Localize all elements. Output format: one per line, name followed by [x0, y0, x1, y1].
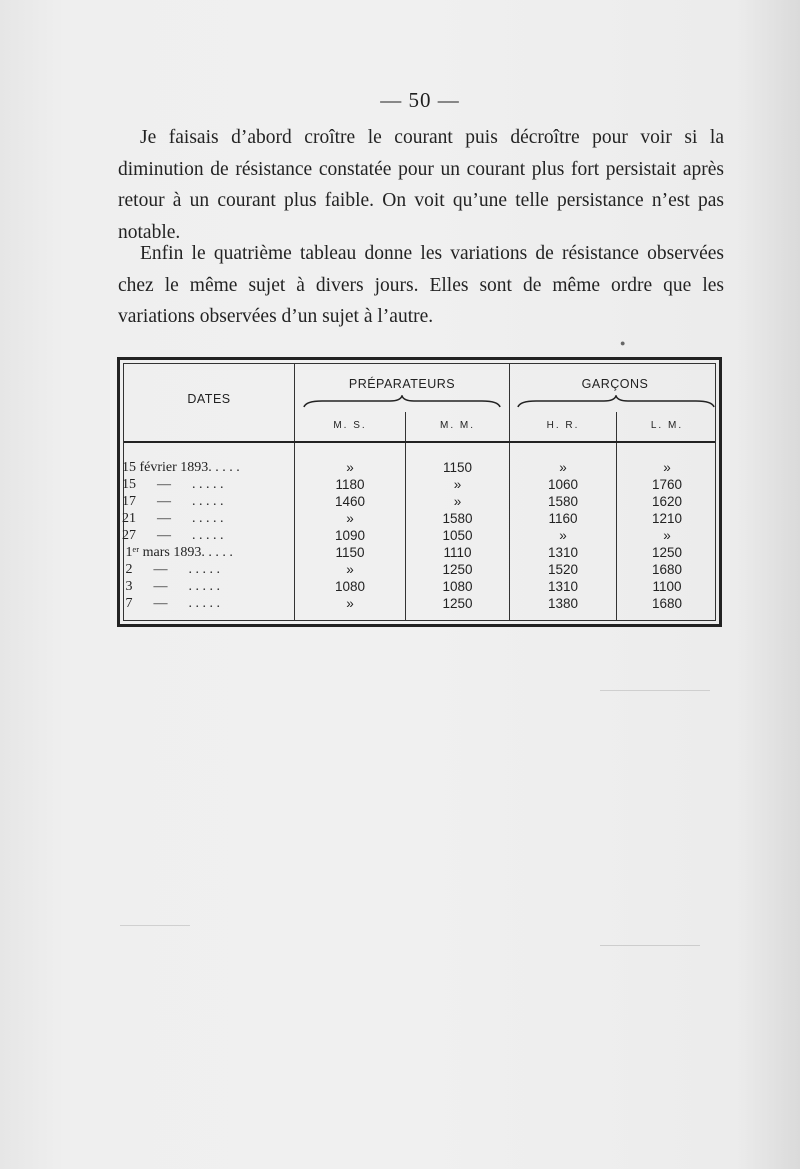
- value-cell: 1250: [442, 562, 473, 577]
- value-cell: 1580: [442, 511, 473, 526]
- paragraph-1: [118, 122, 724, 248]
- value-cell: 1460: [334, 494, 366, 509]
- value-cell: 1180: [335, 477, 365, 492]
- table-row: [124, 460, 715, 476]
- subheader-ms: M. S.: [333, 420, 367, 431]
- value-cell: »: [663, 460, 671, 475]
- date-cell: 2 — . . . . .: [122, 562, 220, 577]
- value-cell: 1150: [442, 460, 473, 475]
- table-row: [124, 477, 715, 493]
- header-rule: [124, 441, 715, 443]
- value-cell: »: [346, 596, 354, 611]
- date-cell: 17 — . . . . .: [122, 494, 224, 509]
- value-cell: 1310: [547, 579, 579, 594]
- date-cell: 3 — . . . . .: [122, 579, 220, 594]
- table-row: [124, 562, 715, 578]
- value-cell: 1250: [651, 545, 683, 560]
- value-cell: 1310: [547, 545, 579, 560]
- table-row: [124, 511, 715, 527]
- date-cell: 27 — . . . . .: [122, 528, 224, 543]
- value-cell: »: [346, 511, 354, 526]
- value-cell: »: [453, 477, 462, 492]
- show-through-rule: [600, 945, 700, 946]
- value-cell: 1150: [335, 545, 365, 560]
- date-cell: 15 février 1893. . . . .: [122, 460, 240, 475]
- table-row: [124, 494, 715, 510]
- value-cell: 1100: [652, 579, 682, 594]
- value-cell: 1080: [334, 579, 366, 594]
- header-dates: DATES: [187, 392, 231, 406]
- value-cell: »: [346, 460, 354, 475]
- value-cell: 1680: [651, 562, 683, 577]
- date-cell: 21 — . . . . .: [122, 511, 224, 526]
- value-cell: »: [559, 528, 567, 543]
- value-cell: 1160: [548, 511, 578, 526]
- value-cell: 1620: [651, 494, 683, 509]
- date-cell: 15 — . . . . .: [122, 477, 224, 492]
- value-cell: »: [346, 562, 354, 577]
- print-speck: ●: [620, 338, 626, 348]
- value-cell: 1210: [651, 511, 683, 526]
- value-cell: 1520: [547, 562, 579, 577]
- data-table: [117, 357, 722, 627]
- value-cell: »: [663, 528, 671, 543]
- value-cell: 1090: [334, 528, 366, 543]
- table-row: [124, 596, 715, 612]
- show-through-rule: [600, 690, 710, 691]
- header-garcons: GARÇONS: [581, 377, 649, 391]
- brace-preparateurs: [302, 395, 502, 409]
- subheader-mm: M. M.: [440, 420, 475, 431]
- paragraph-2-text: Enfin le quatrième tableau donne les variations de résistance observées chez le même sujet à divers jours. Elles sont de même ordre que les variations observées d’un sujet à l’autre.: [118, 243, 724, 327]
- subheader-lm: L. M.: [650, 420, 684, 431]
- paragraph-1-text: Je faisais d’abord croître le courant puis décroître pour voir si la diminution de résistance constatée pour un courant plus fort persistait après retour à un courant plus faible. On voit qu’une telle persistance n’est pas notable.: [118, 127, 724, 243]
- date-cell: 1ᵉʳ mars 1893. . . . .: [122, 545, 233, 560]
- table-row: [124, 528, 715, 544]
- value-cell: 1760: [651, 477, 683, 492]
- table-inner-border: [123, 363, 716, 621]
- page-number: — 50 —: [380, 88, 460, 112]
- value-cell: 1380: [547, 596, 579, 611]
- subheader-hr: H. R.: [546, 420, 580, 431]
- value-cell: 1060: [547, 477, 579, 492]
- brace-garcons: [516, 395, 716, 409]
- table-row: [124, 579, 715, 595]
- date-cell: 7 — . . . . .: [122, 596, 220, 611]
- table-row: [124, 545, 715, 561]
- value-cell: 1050: [442, 528, 473, 543]
- header-preparateurs: PRÉPARATEURS: [348, 377, 456, 391]
- value-cell: »: [559, 460, 567, 475]
- value-cell: 1580: [547, 494, 579, 509]
- value-cell: 1110: [443, 545, 472, 560]
- value-cell: 1680: [651, 596, 683, 611]
- value-cell: 1250: [442, 596, 473, 611]
- show-through-rule: [120, 925, 190, 926]
- value-cell: 1080: [442, 579, 473, 594]
- value-cell: »: [453, 494, 462, 509]
- paragraph-2: [118, 238, 724, 333]
